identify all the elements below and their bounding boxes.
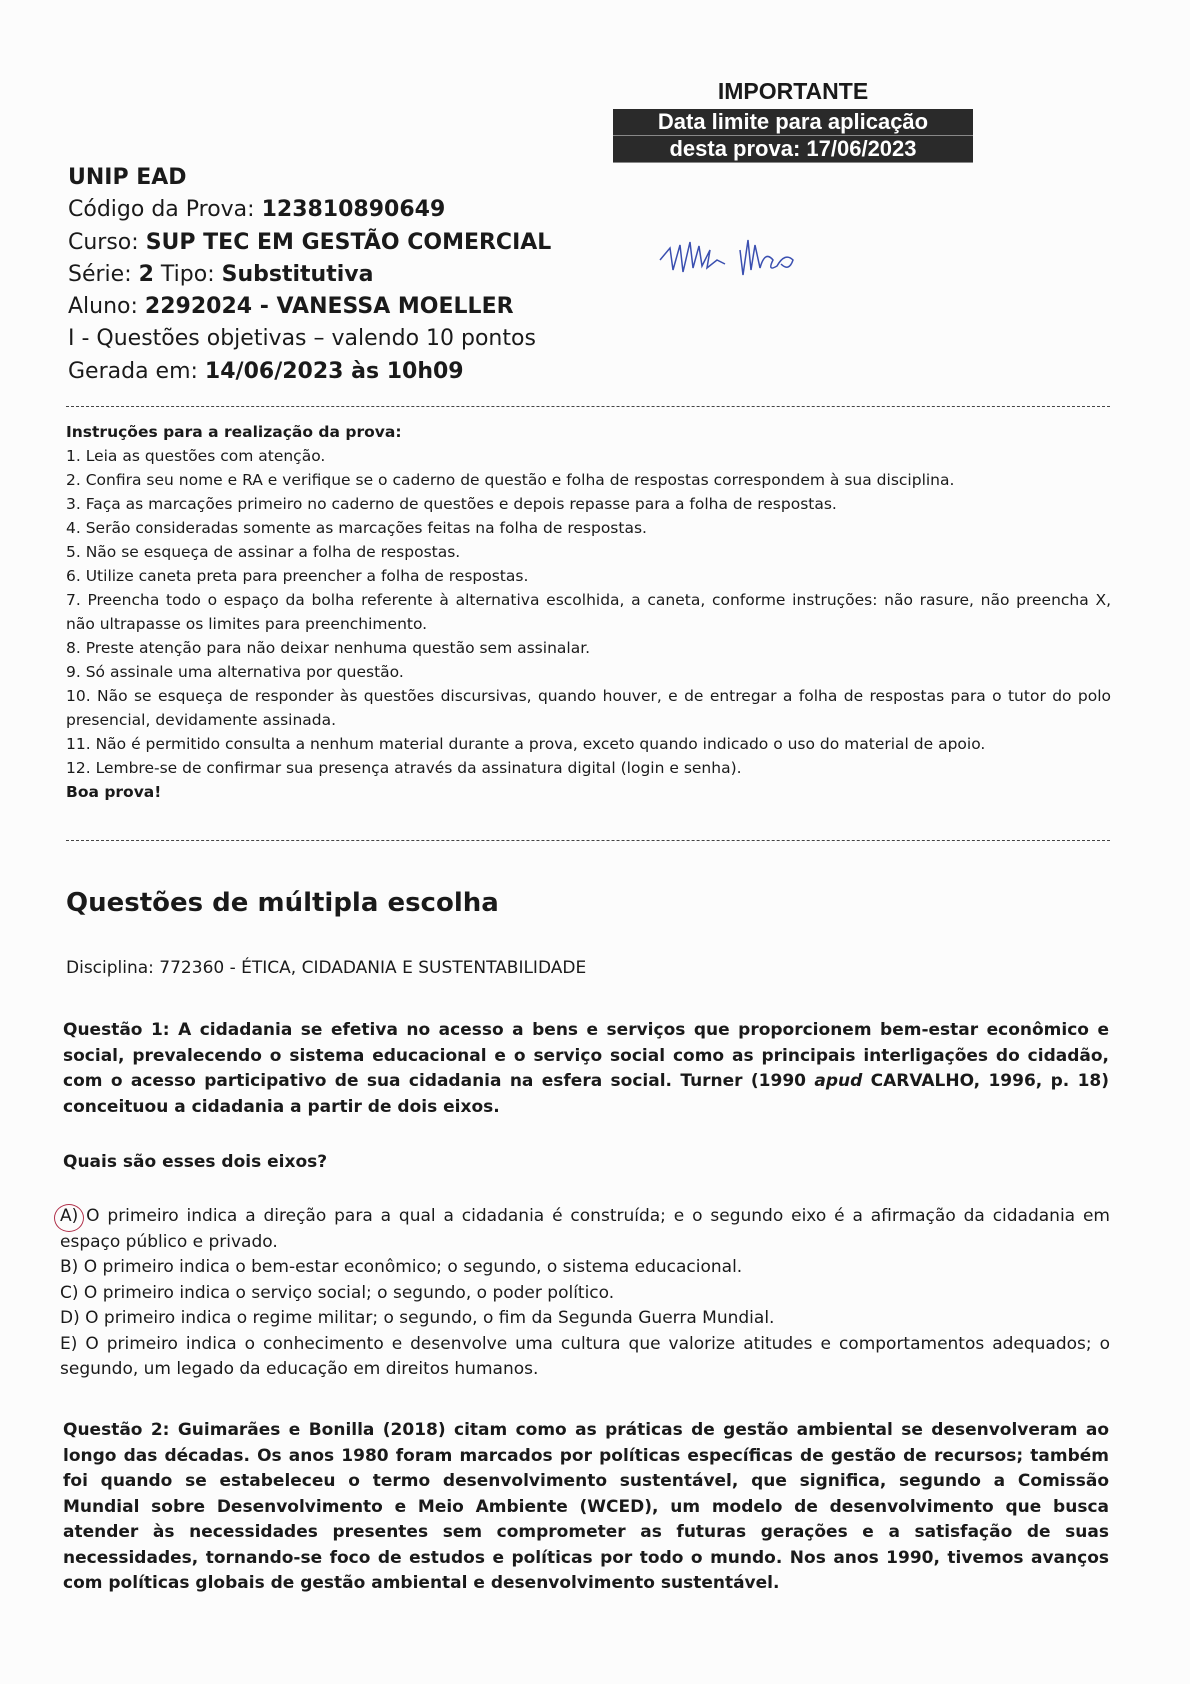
option-b: B) O primeiro indica o bem-estar econômico; o segundo, o sistema educacional. [60, 1257, 743, 1277]
instruction-item: 12. Lembre-se de confirmar sua presença através da assinatura digital (login e senha). [66, 759, 742, 777]
type-label: Tipo: [153, 261, 222, 287]
instruction-item: 10. Não se esqueça de responder às questões discursivas, quando houver, e de entregar a folha de respostas para o tutor do polo presencial, devidamente assinada. [66, 687, 1111, 729]
question-2-text: Questão 2: Guimarães e Bonilla (2018) citam como as práticas de gestão ambiental se desenvolveram ao longo das décadas. Os anos 1980 foram marcados por políticas específicas de gestão de recursos; também foi quando se estabeleceu o termo desenvolvimento sustentável, que significa, segundo a Comissão Mundial sobre Desenvolvimento e Meio Ambiente (WCED), um modelo de desenvolvimento que busca atender às necessidades presentes sem comprometer as futuras gerações e a satisfação de suas necessidades, tornando-se foco de estudos e políticas por todo o mundo. Nos anos 1990, tivemos avanços com políticas globais de gestão ambiental e desenvolvimento sustentável. [63, 1420, 1109, 1593]
course-label: Curso: [68, 229, 146, 255]
discipline: Disciplina: 772360 - ÉTICA, CIDADANIA E SUSTENTABILIDADE [66, 958, 587, 978]
option-a: A) O primeiro indica a direção para a qual a cidadania é construída; e o segundo eixo é a afirmação da cidadania em espaço público e privado. [60, 1206, 1110, 1252]
instruction-item: 1. Leia as questões com atenção. [66, 447, 326, 465]
instruction-item: 9. Só assinale uma alternativa por questão. [66, 663, 404, 681]
institution: UNIP EAD [68, 165, 187, 190]
instruction-item: 3. Faça as marcações primeiro no caderno de questões e depois repasse para a folha de respostas. [66, 495, 837, 513]
exam-code: 123810890649 [261, 197, 446, 223]
question-1-prompt: Quais são esses dois eixos? [63, 1152, 328, 1172]
deadline-line-2: desta prova: 17/06/2023 [613, 136, 973, 163]
instruction-item: 11. Não é permitido consulta a nenhum material durante a prova, exceto quando indicado o uso do material de apoio. [66, 735, 986, 753]
generated-label: Gerada em: [68, 358, 205, 384]
series-label: Série: [68, 261, 139, 287]
code-label: Código da Prova: [68, 197, 262, 223]
notice-heading: IMPORTANTE [717, 78, 869, 104]
option-d: D) O primeiro indica o regime militar; o segundo, o fim da Segunda Guerra Mundial. [60, 1308, 775, 1328]
instruction-item: 5. Não se esqueça de assinar a folha de respostas. [66, 543, 461, 561]
option-c: C) O primeiro indica o serviço social; o segundo, o poder político. [60, 1282, 615, 1303]
question-1-options [60, 1204, 1110, 1383]
divider [66, 406, 1110, 407]
course: SUP TEC EM GESTÃO COMERCIAL [145, 229, 552, 255]
option-e: E) O primeiro indica o conhecimento e desenvolve uma cultura que valorize atitudes e comportamentos adequados; o segundo, um legado da educação em direitos humanos. [60, 1333, 1110, 1379]
section-title: Questões de múltipla escolha [66, 888, 499, 918]
closing: Boa prova! [66, 783, 162, 801]
instructions-heading: Instruções para a realização da prova: [66, 423, 402, 441]
handwritten-signature [655, 230, 835, 290]
generated-date: 14/06/2023 às 10h09 [204, 358, 464, 384]
instruction-item: 6. Utilize caneta preta para preencher a folha de respostas. [66, 567, 529, 585]
student-label: Aluno: [68, 294, 145, 320]
instruction-item: 4. Serão consideradas somente as marcações feitas na folha de respostas. [66, 519, 647, 537]
series: 2 [138, 261, 154, 287]
instruction-item: 8. Preste atenção para não deixar nenhuma questão sem assinalar. [66, 639, 591, 657]
exam-header [68, 162, 551, 388]
instructions [66, 420, 1111, 804]
instruction-item: 7. Preencha todo o espaço da bolha referente à alternativa escolhida, a caneta, conforme instruções: não rasure, não preencha X, não ultrapasse os limites para preenchimento. [66, 591, 1111, 633]
question-1-text: Questão 1: A cidadania se efetiva no acesso a bens e serviços que proporcionem bem-estar econômico e social, prevalecendo o sistema educacional e o serviço social como as principais interligações do cidadão, com o acesso participativo de sua cidadania na esfera social. Turner (1990 apud CARVALHO, 1996, p. 18) conceituou a cidadania a partir de dois eixos. [63, 1020, 1109, 1117]
exam-type: Substitutiva [221, 261, 374, 287]
deadline-line-1: Data limite para aplicação [613, 109, 973, 136]
deadline-box [613, 109, 973, 163]
section-info: I - Questões objetivas – valendo 10 pontos [68, 326, 536, 352]
student: 2292024 - VANESSA MOELLER [144, 294, 514, 320]
instruction-item: 2. Confira seu nome e RA e verifique se o caderno de questão e folha de respostas correspondem à sua disciplina. [66, 471, 955, 489]
divider [66, 840, 1110, 841]
